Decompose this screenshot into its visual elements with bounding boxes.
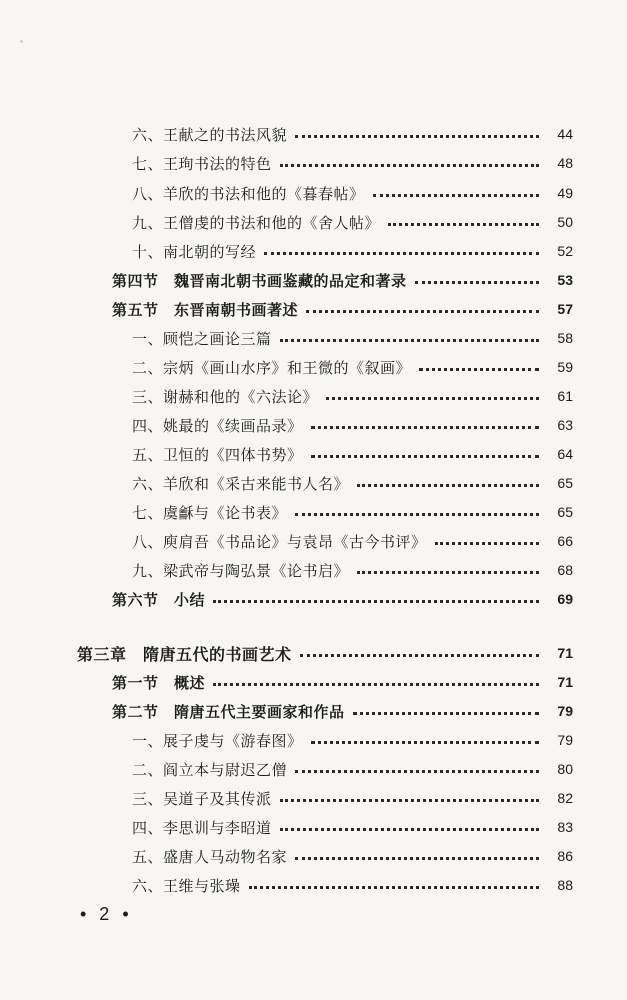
toc-entry-title: 第六节 小结 [112,590,206,609]
toc-item [132,441,573,467]
dot-leader [213,683,539,686]
toc-section [112,698,573,724]
toc-page-number: 61 [557,388,573,404]
toc-item [132,499,573,525]
toc-page-number: 58 [557,330,573,346]
dot-leader [249,886,539,889]
toc-page-number: 64 [557,446,573,462]
dot-leader [311,426,539,429]
toc-entry-title: 三、吴道子及其传派 [132,789,272,808]
toc-entry-title: 五、卫恒的《四体书势》 [132,445,303,464]
toc-page-number: 79 [557,703,573,719]
toc-entry-title: 七、虞龢与《论书表》 [132,503,288,522]
toc-page-number: 71 [557,645,573,661]
toc-entry-title: 八、羊欣的书法和他的《暮春帖》 [132,184,365,203]
dot-leader [388,223,539,226]
toc-entry-title: 第五节 东晋南朝书画著述 [112,300,299,319]
toc-item [132,209,573,235]
toc-page-number: 82 [557,790,573,806]
toc-page-number: 57 [557,301,573,317]
toc-page-number: 71 [557,674,573,690]
scan-speck [20,40,23,43]
toc-page-number: 65 [557,475,573,491]
toc-page-number: 83 [557,819,573,835]
toc-page-number: 52 [557,243,573,259]
toc-page-number: 65 [557,504,573,520]
dot-leader [295,513,539,516]
dot-leader [306,310,539,313]
toc-page-number: 79 [557,732,573,748]
toc-page-number: 53 [557,272,573,288]
toc-entry-title: 一、顾恺之画论三篇 [132,329,272,348]
toc-item [132,180,573,206]
toc-page-number: 50 [557,214,573,230]
dot-leader [357,484,539,487]
toc-entry-title: 一、展子虔与《游春图》 [132,731,303,750]
toc-page-number: 80 [557,761,573,777]
page-number: • 2 • [80,904,133,924]
toc-entry-title: 第三章 隋唐五代的书画艺术 [77,644,292,664]
toc-item [132,727,573,753]
toc-item [132,150,573,176]
toc-section [112,296,573,322]
toc-page-number: 88 [557,877,573,893]
dot-leader [295,857,539,860]
toc-entry-title: 二、宗炳《画山水序》和王微的《叙画》 [132,358,412,377]
toc-page-number: 44 [557,126,573,142]
dot-leader [353,712,539,715]
toc-section [112,267,573,293]
toc-page-number: 86 [557,848,573,864]
toc-section [112,586,573,612]
dot-leader [311,455,539,458]
dot-leader [415,281,539,284]
dot-leader [419,368,539,371]
toc-entry-title: 五、盛唐人马动物名家 [132,847,288,866]
toc-page-number: 66 [557,533,573,549]
toc-page-number: 49 [557,185,573,201]
dot-leader [373,194,539,197]
toc-item [132,238,573,264]
toc-item [132,557,573,583]
toc-item [132,814,573,840]
toc-entry-title: 九、梁武帝与陶弘景《论书启》 [132,561,350,580]
toc-item [132,121,573,147]
dot-leader [264,252,539,255]
dot-leader [295,770,539,773]
dot-leader [280,339,539,342]
dot-leader [295,135,539,138]
toc-entry-title: 七、王珣书法的特色 [132,154,272,173]
dot-leader [326,397,539,400]
toc-entry-title: 三、谢赫和他的《六法论》 [132,387,319,406]
toc-page-number: 59 [557,359,573,375]
toc-item [132,843,573,869]
toc-entry-title: 六、王献之的书法风貌 [132,125,288,144]
dot-leader [280,164,539,167]
toc-entry-title: 八、庾肩吾《书品论》与袁昂《古今书评》 [132,532,427,551]
toc-chapter [77,640,573,666]
toc-page-number: 63 [557,417,573,433]
toc-entry-title: 四、姚最的《续画品录》 [132,416,303,435]
toc-entry-title: 第二节 隋唐五代主要画家和作品 [112,702,345,721]
dot-leader [280,799,539,802]
toc-item [132,325,573,351]
toc-item [132,785,573,811]
dot-leader [435,542,539,545]
toc-page-number: 69 [557,591,573,607]
toc-entry-title: 第四节 魏晋南北朝书画鉴藏的品定和著录 [112,271,407,290]
dot-leader [311,741,539,744]
toc-item [132,383,573,409]
toc-entry-title: 第一节 概述 [112,673,206,692]
dot-leader [357,571,539,574]
toc-entry-title: 十、南北朝的写经 [132,242,257,261]
toc-entry-title: 二、阎立本与尉迟乙僧 [132,760,288,779]
toc-page-number: 68 [557,562,573,578]
toc-entry-title: 四、李思训与李昭道 [132,818,272,837]
toc-item [132,756,573,782]
toc-entry-title: 六、羊欣和《采古来能书人名》 [132,474,350,493]
toc-page-number: 48 [557,155,573,171]
toc-entry-title: 六、王维与张璪 [132,876,241,895]
toc-item [132,872,573,898]
toc-entry-title: 九、王僧虔的书法和他的《舍人帖》 [132,213,381,232]
toc-item [132,470,573,496]
dot-leader [213,600,539,603]
toc-item [132,354,573,380]
toc-item [132,528,573,554]
toc-item [132,412,573,438]
dot-leader [280,828,539,831]
toc-section [112,669,573,695]
dot-leader [300,654,539,657]
